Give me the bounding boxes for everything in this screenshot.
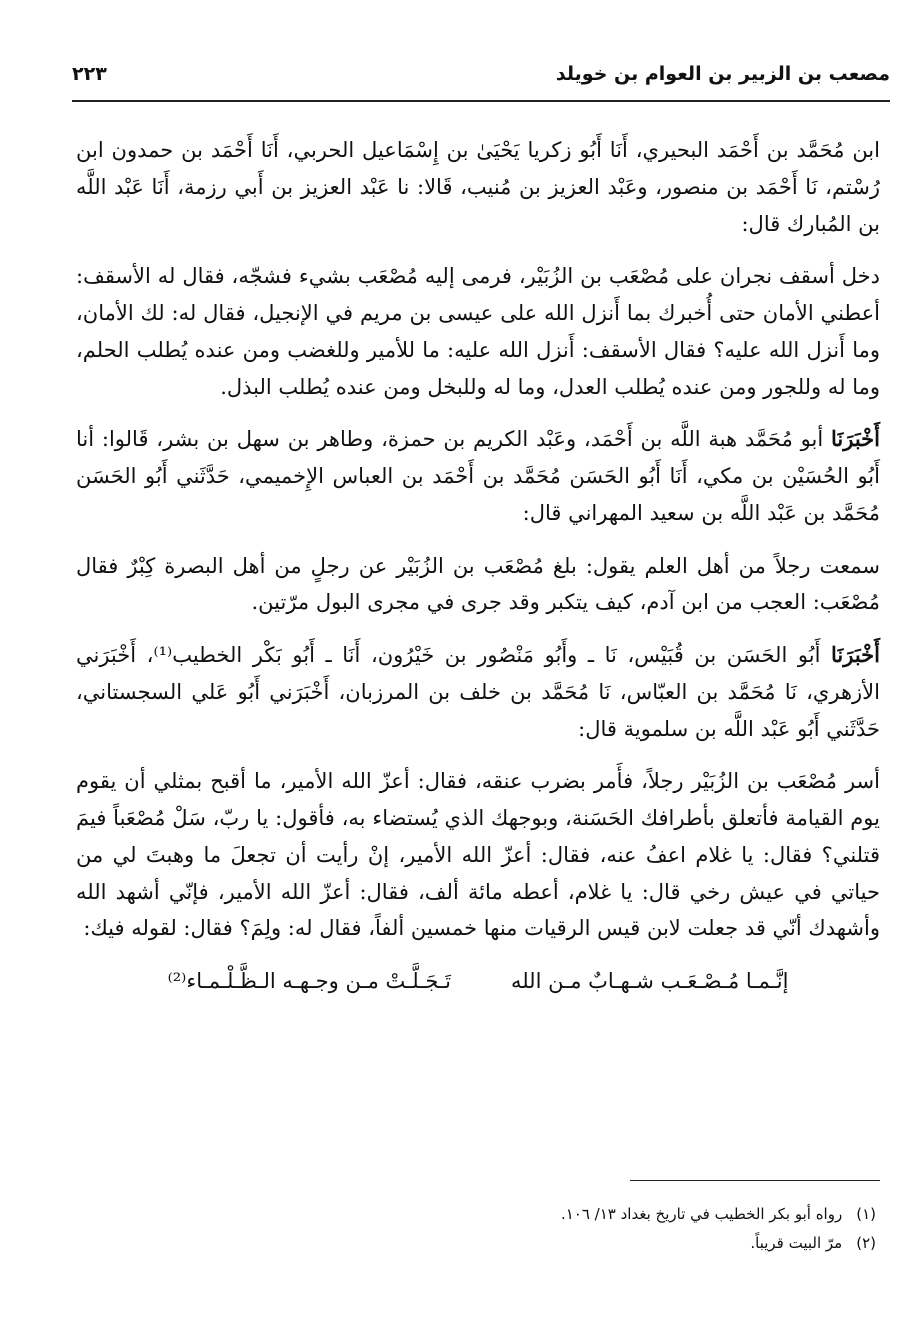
paragraph-1: ابن مُحَمَّد بن أَحْمَد البحيري، أَنَا أَبُو زكريا يَحْيَىٰ بن إِسْمَاعيل الحربي، أَنَا أَحْمَد بن حمدون ابن رُسْتم، نَا أَحْمَد بن منصور، وعَبْد العزيز بن مُنيب، قَالا: نا عَبْد العزيز بن أَبي رزمة، أَنَا عَبْد اللَّه بن المُبارك قال:: [76, 138, 880, 236]
footnote-marker: (١): [856, 1205, 876, 1223]
footnotes: [300, 1200, 876, 1257]
paragraph-2: دخل أسقف نجران على مُصْعَب بن الزُبَيْر، فرمى إليه مُصْعَب بشيء فشجّه، فقال له الأسقف: أعطني الأمان حتى أُخبرك بما أَنزل الله على عيسى بن مريم في الإنجيل، فقال له: لك الأمان، وما أَنزل الله عليه؟ فقال الأسقف: أَنزل الله عليه: ما للأمير وللغضب ومن عنده يُطلب الحلم، وما له وللجور ومن عنده يُطلب العدل، وما له وللبخل ومن عنده يُطلب البذل.: [76, 264, 880, 399]
footnote-text: مرّ البيت قريباً.: [750, 1233, 843, 1252]
footnote-1: [300, 1200, 876, 1229]
footnote-separator: [630, 1180, 880, 1181]
page-header: [72, 56, 890, 92]
paragraph-3: أَخْبَرَنَا أبو مُحَمَّد هبة اللَّه بن أَحْمَد، وعَبْد الكريم بن حمزة، وطاهر بن سهل بن بشر، قَالوا: أنا أَبُو الحُسَيْن بن مكي، أَنَا أَبُو الحَسَن مُحَمَّد بن أَحْمَد بن العباس الإِخميمي، حَدَّثَني أَبُو الحَسَن مُحَمَّد بن عَبْد اللَّه بن سعيد المهراني قال:: [76, 426, 880, 525]
paragraph-6: أسر مُصْعَب بن الزُبَيْر رجلاً، فأَمر بضرب عنقه، فقال: أعزّ الله الأمير، ما أقبح بمثلي أن يقوم يوم القيامة فأتعلق بأطرافك الحَسَنة، وبوجهك الذي يُستضاء به، فأقول: يا ربّ، سَلْ مُصْعَباً فيمَ قتلني؟ فقال: يا غلام اعفُ عنه، فقال: أعزّ الله الأمير، إنْ رأيت أن تجعلَ ما وهبتَ لي من حياتي في عيش رخي قال: يا غلام، أعطه مائة ألف، فقال: أعزّ الله الأمير، فإنّي أشهد الله وأشهدك أنّي قد جعلت لابن قيس الرقيات منها خمسين ألفاً، فقال له: ولِمَ؟ فقال: لقوله فيك:: [76, 769, 880, 941]
poem-verse: [76, 963, 880, 1000]
verse-second-hemistich: تَـجَـلَّـتْ مـن وجـهـه الـظَّـلْـمـاء⁽²⁾: [167, 969, 451, 993]
paragraph-5: أَخْبَرَنَا أَبُو الحَسَن بن قُبَيْس، نَا ـ وأَبُو مَنْصُور بن خَيْرُون، أَنَا ـ أَبُو بَكْر الخطيب⁽¹⁾، أَخْبَرَني الأزهري، نَا مُحَمَّد بن العبّاس، نَا مُحَمَّد بن خلف بن المرزبان، أَخْبَرَني أَبُو عَلي السجستاني، حَدَّثَني أَبُو عَبْد اللَّه بن سلموية قال:: [76, 642, 880, 741]
page-number: ٢٢٣: [72, 63, 107, 85]
footnote-2: [300, 1229, 876, 1258]
footnote-text: رواه أبو بكر الخطيب في تاريخ بغداد ١٣/ ١٠٦.: [560, 1205, 843, 1223]
header-rule: [72, 100, 890, 102]
footnote-marker: (٢): [856, 1233, 876, 1252]
paragraph-4: سمعت رجلاً من أهل العلم يقول: بلغ مُصْعَب بن الزُبَيْر عن رجلٍ من أهل البصرة كِبْرٌ فقال مُصْعَب: العجب من ابن آدم، كيف يتكبر وقد جرى في مجرى البول مرّتين.: [76, 553, 880, 615]
verse-first-hemistich: إنَّـمـا مُـصْـعَـب شـهـابٌ مـن الله: [510, 969, 789, 993]
running-title: مصعب بن الزبير بن العوام بن خويلد: [555, 63, 890, 85]
main-text: [76, 132, 880, 1000]
